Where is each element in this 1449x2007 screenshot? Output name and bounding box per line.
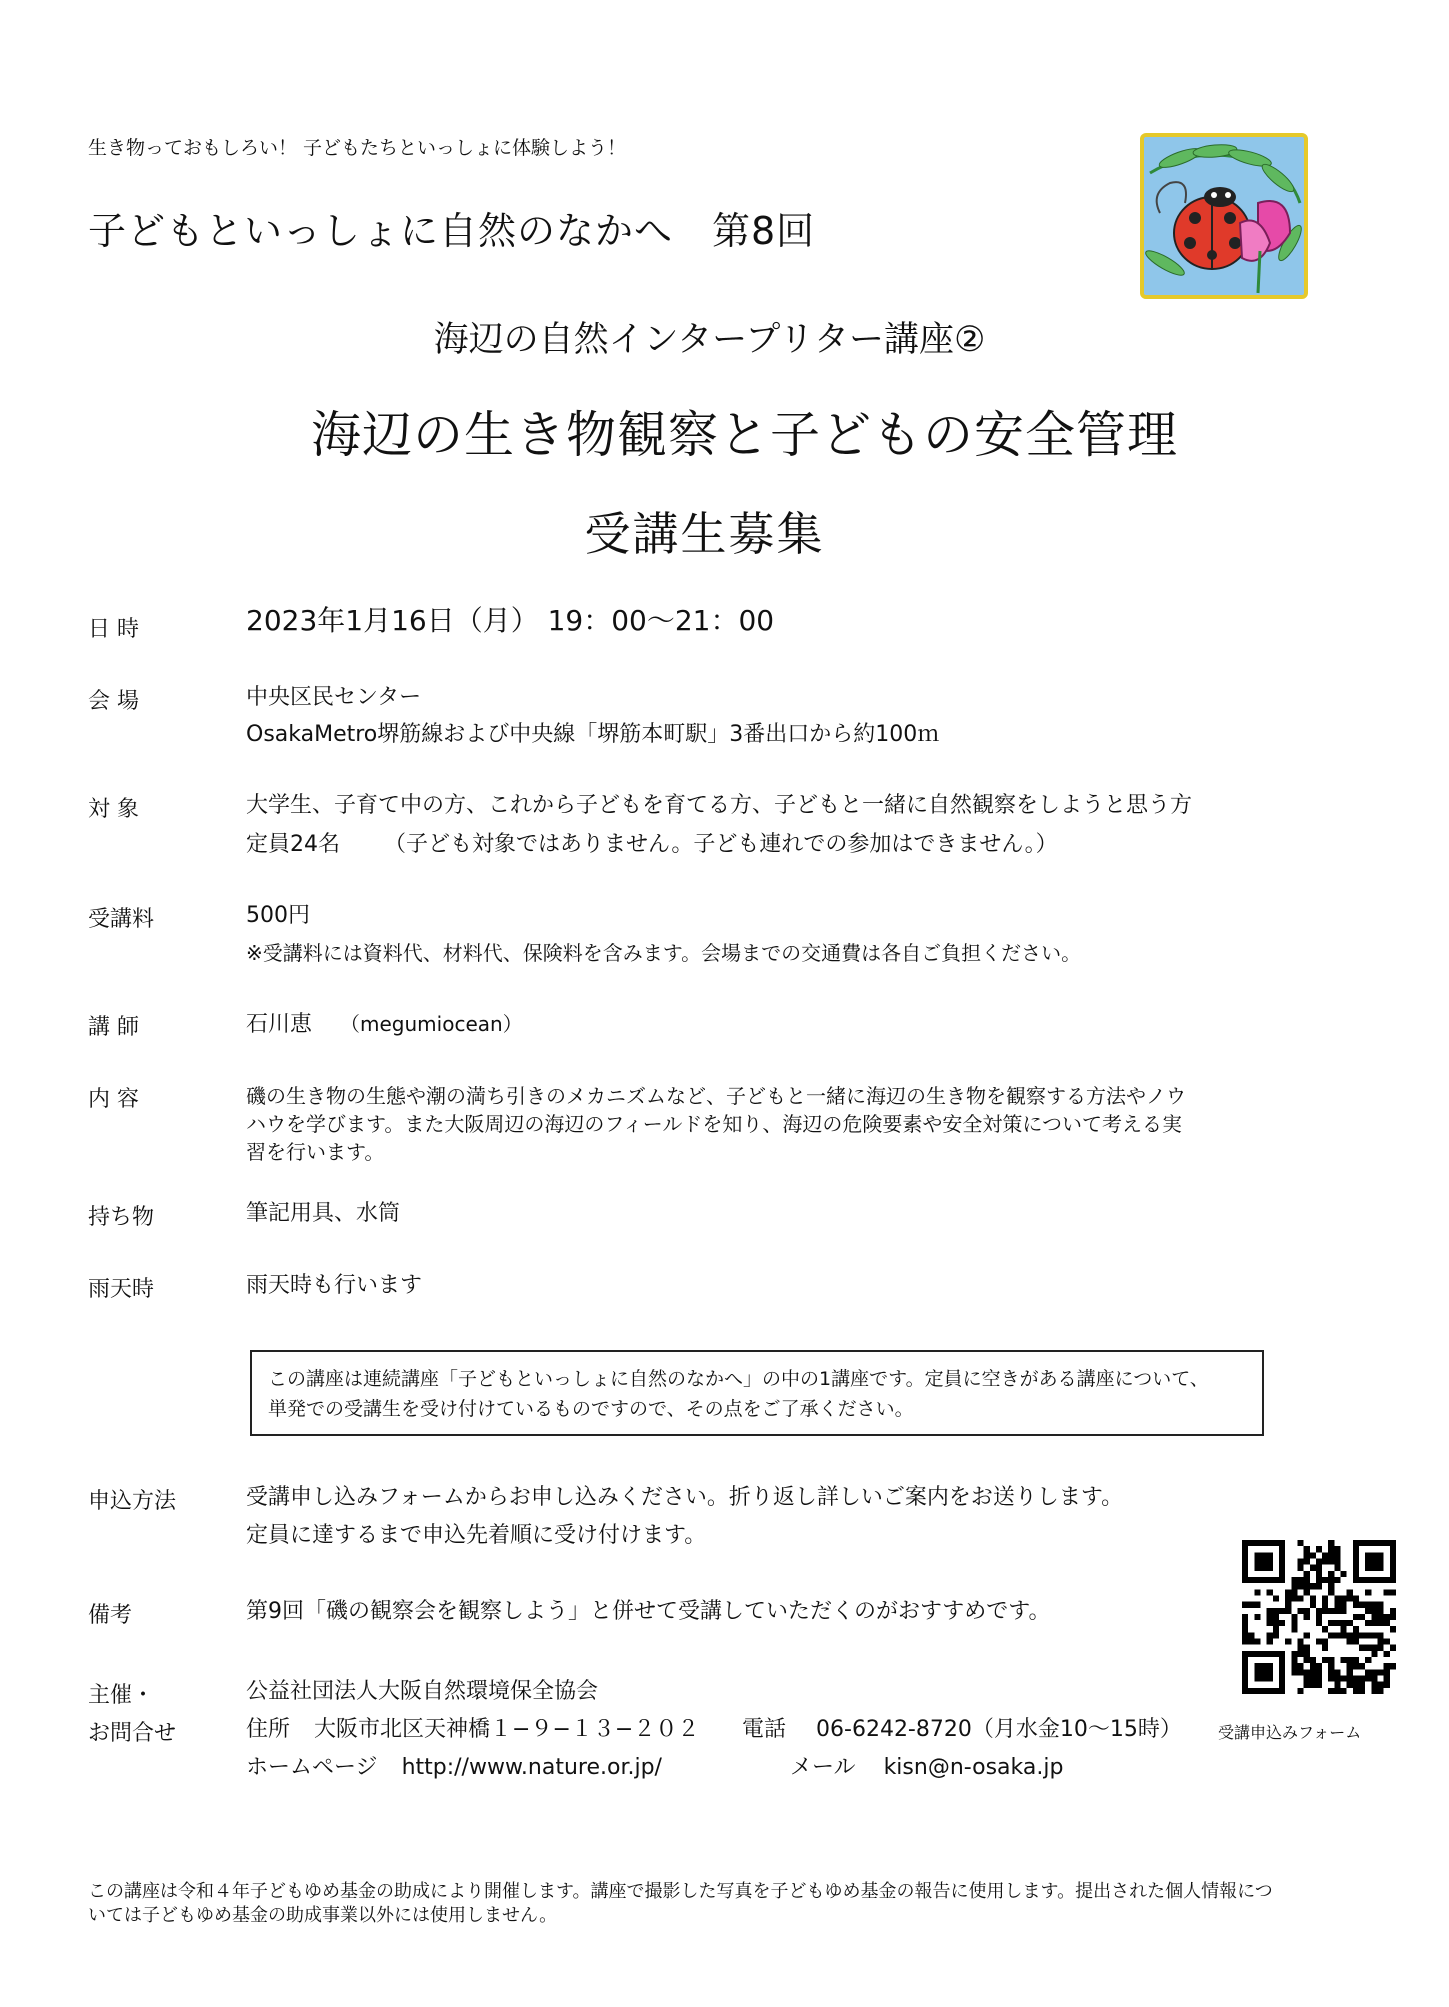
content-label: 内 容 bbox=[88, 1087, 139, 1112]
ladybug-flower-illustration bbox=[1140, 133, 1308, 299]
application-line-2: 定員に達するまで申込先着順に受け付けます。 bbox=[246, 1523, 707, 1548]
target-audience: 大学生、子育て中の方、これから子どもを育てる方、子どもと一緒に自然観察をしようと思う方 bbox=[246, 793, 1193, 818]
application-form-qr-code[interactable] bbox=[1242, 1540, 1396, 1694]
instructor-label: 講 師 bbox=[88, 1015, 139, 1040]
qr-caption: 受講申込みフォーム bbox=[1218, 1723, 1362, 1742]
target-capacity bbox=[246, 830, 1058, 860]
address-value: 大阪市北区天神橋１−９−１３−２０２ bbox=[314, 1717, 700, 1742]
mail-link[interactable]: kisn@n-osaka.jp bbox=[883, 1755, 1064, 1780]
rain-value: 雨天時も行います bbox=[246, 1273, 423, 1298]
capacity-note: （子ども対象ではありません。子ども連れでの参加はできません。） bbox=[384, 832, 1058, 857]
organizer-label-1: 主催・ bbox=[88, 1683, 155, 1708]
footer-line-1: この講座は令和４年子どもゆめ基金の助成により開催します。講座で撮影した写真を子どもゆめ基金の報告に使用します。提出された個人情報につ bbox=[88, 1881, 1273, 1902]
footer-note bbox=[88, 1880, 1398, 1928]
fee-note: ※受講料には資料代、材料代、保険料を含みます。会場までの交通費は各自ご負担ください。 bbox=[246, 941, 1082, 965]
datetime-label: 日 時 bbox=[88, 617, 139, 642]
footer-line-2: いては子どもゆめ基金の助成事業以外には使用しません。 bbox=[88, 1905, 558, 1926]
datetime-value: 2023年1月16日（月） 19：00～21：00 bbox=[246, 604, 775, 637]
recruit-heading: 受講生募集 bbox=[584, 507, 825, 561]
phone-label: 電話 bbox=[742, 1717, 787, 1742]
organizer-phone-row bbox=[742, 1715, 1182, 1745]
instructor-name: 石川恵 bbox=[246, 1012, 313, 1037]
main-title: 海辺の生き物観察と子どもの安全管理 bbox=[311, 406, 1178, 464]
series-title: 子どもといっしょに自然のなかへ 第8回 bbox=[88, 209, 816, 253]
address-label: 住所 bbox=[246, 1717, 291, 1742]
instructor-alias: （megumiocean） bbox=[340, 1012, 523, 1036]
phone-value: 06-6242-8720（月水金10～15時） bbox=[816, 1717, 1182, 1742]
organizer-mail-row bbox=[790, 1753, 1063, 1783]
hp-label: ホームページ bbox=[246, 1755, 378, 1780]
target-label: 対 象 bbox=[88, 797, 139, 822]
venue-name: 中央区民センター bbox=[246, 685, 422, 710]
belongings-value: 筆記用具、水筒 bbox=[246, 1201, 401, 1226]
series-notice-box bbox=[250, 1350, 1264, 1436]
organizer-label-2: お問合せ bbox=[88, 1721, 177, 1746]
application-line-1: 受講申し込みフォームからお申し込みください。折り返し詳しいご案内をお送りします。 bbox=[246, 1485, 1124, 1510]
fee-label: 受講料 bbox=[88, 907, 155, 932]
content-line-2: ハウを学びます。また大阪周辺の海辺のフィールドを知り、海辺の危険要素や安全対策について考える実 bbox=[246, 1112, 1182, 1136]
capacity-value: 定員24名 bbox=[246, 832, 340, 857]
organizer-hp-row bbox=[246, 1753, 662, 1783]
mail-label: メール bbox=[790, 1755, 856, 1780]
venue-label: 会 場 bbox=[88, 689, 139, 714]
content-line-3: 習を行います。 bbox=[246, 1140, 385, 1164]
instructor-value bbox=[246, 1009, 523, 1040]
tagline: 生き物っておもしろい！ 子どもたちといっしょに体験しよう！ bbox=[88, 137, 627, 159]
organizer-address-row bbox=[246, 1715, 699, 1745]
remarks-value: 第9回「磯の観察会を観察しよう」と併せて受講していただくのがおすすめです。 bbox=[246, 1599, 1051, 1624]
hp-link[interactable]: http://www.nature.or.jp/ bbox=[401, 1755, 662, 1780]
notice-line-2: 単発での受講生を受け付けているものですので、その点をご了承ください。 bbox=[268, 1398, 914, 1420]
remarks-label: 備考 bbox=[88, 1603, 133, 1628]
venue-access: OsakaMetro堺筋線および中央線「堺筋本町駅」3番出口から約100ｍ bbox=[246, 722, 940, 747]
course-subtitle: 海辺の自然インタープリター講座② bbox=[433, 320, 986, 360]
fee-value: 500円 bbox=[246, 903, 310, 928]
organizer-name: 公益社団法人大阪自然環境保全協会 bbox=[246, 1679, 599, 1704]
content-line-1: 磯の生き物の生態や潮の満ち引きのメカニズムなど、子どもと一緒に海辺の生き物を観察する方法やノウ bbox=[246, 1084, 1186, 1108]
application-label: 申込方法 bbox=[88, 1489, 177, 1514]
notice-line-1: この講座は連続講座「子どもといっしょに自然のなかへ」の中の1講座です。定員に空きがある講座について、 bbox=[268, 1368, 1209, 1390]
belongings-label: 持ち物 bbox=[88, 1205, 155, 1230]
rain-label: 雨天時 bbox=[88, 1277, 155, 1302]
